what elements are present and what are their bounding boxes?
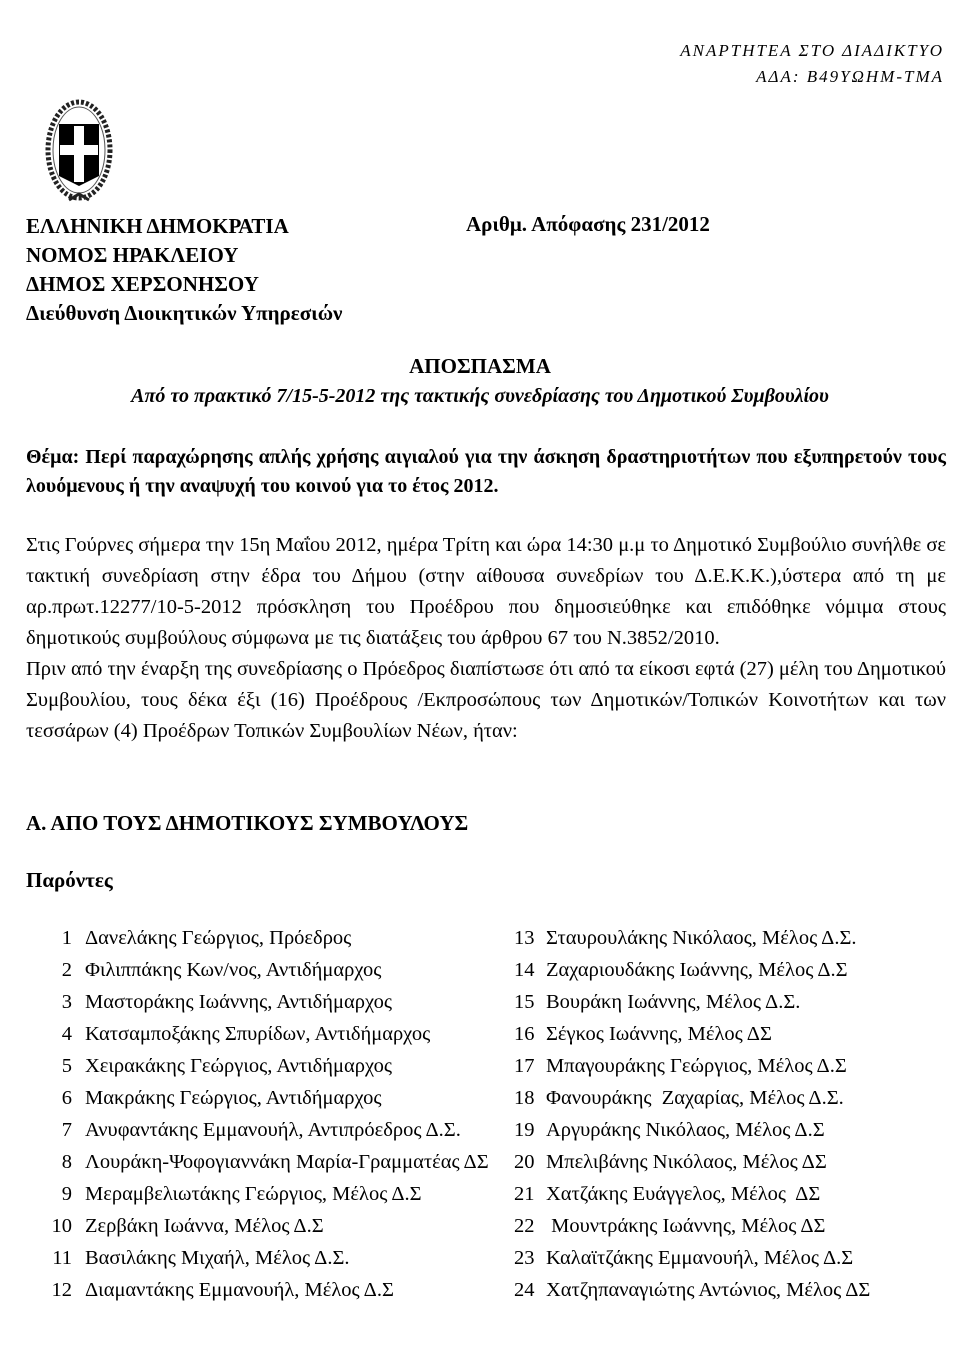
member-number: 4	[61, 1023, 72, 1045]
member-name: Φιλιππάκης Κων/νος, Αντιδήμαρχος	[85, 959, 382, 981]
member-number: 16	[514, 1023, 535, 1045]
member-number: 18	[514, 1087, 535, 1109]
member-row	[26, 1210, 489, 1242]
member-number: 7	[61, 1119, 72, 1141]
document-subtitle: Από το πρακτικό 7/15-5-2012 της τακτικής συνεδρίασης του Δημοτικού Συμβουλίου	[131, 385, 829, 407]
member-number: 22	[514, 1215, 535, 1237]
member-row	[26, 986, 489, 1018]
member-row	[26, 1018, 489, 1050]
member-number: 10	[51, 1215, 72, 1237]
decision-number: Αριθμ. Απόφασης 231/2012	[466, 212, 710, 236]
member-number: 19	[514, 1119, 535, 1141]
paragraph-quorum: Πριν από την έναρξη της συνεδρίασης ο Πρόεδρος διαπίστωσε ότι από τα είκοσι εφτά (27) μέλη του Δημοτικού Συμβουλίου, τους δέκα έξι (16) Προέδρους /Εκπροσώπους των Δημοτικών/Τοπικών Κοινοτήτων και των τεσσάρων (4) Προέδρων Τοπικών Συμβουλίων Νέων, ήταν:	[26, 658, 946, 742]
member-number: 20	[514, 1151, 535, 1173]
member-name: Χατζηπαναγιώτης Αντώνιος, Μέλος ΔΣ	[546, 1279, 871, 1301]
member-row	[514, 1178, 870, 1210]
member-row	[514, 1082, 870, 1114]
member-name: Μεραμβελιωτάκης Γεώργιος, Μέλος Δ.Σ	[85, 1183, 422, 1205]
member-name: Μαστοράκης Ιωάννης, Αντιδήμαρχος	[85, 991, 392, 1013]
member-number: 11	[52, 1247, 72, 1269]
member-row	[26, 1114, 489, 1146]
member-row	[26, 922, 489, 954]
member-name: Δανελάκης Γεώργιος, Πρόεδρος	[85, 927, 352, 949]
member-name: Κατσαμποξάκης Σπυρίδων, Αντιδήμαρχος	[85, 1023, 431, 1045]
member-row	[514, 1114, 870, 1146]
posting-notice: ΑΝΑΡΤΗΤΕΑ ΣΤΟ ΔΙΑΔΙΚΤΥΟ	[680, 41, 944, 60]
member-row	[514, 1274, 870, 1306]
body-text	[26, 530, 946, 747]
member-name: Λουράκη-Ψοφογιαννάκη Μαρία-Γραμματέας ΔΣ	[85, 1151, 489, 1173]
member-name: Βασιλάκης Μιχαήλ, Μέλος Δ.Σ.	[85, 1247, 350, 1269]
subject: Θέμα: Περί παραχώρησης απλής χρήσης αιγιαλού για την άσκηση δραστηριοτήτων που εξυπηρετούν τους λουόμενους ή την αναψυχή του κοινού για το έτος 2012.	[26, 446, 946, 497]
members-list-left	[26, 922, 489, 1306]
member-number: 24	[514, 1279, 535, 1301]
member-name: Μπελιβάνης Νικόλαος, Μέλος ΔΣ	[546, 1151, 827, 1173]
member-number: 6	[61, 1087, 72, 1109]
member-row	[26, 954, 489, 986]
posting-header	[680, 38, 944, 90]
member-number: 15	[514, 991, 535, 1013]
member-name: Χατζάκης Ευάγγελος, Μέλος ΔΣ	[546, 1183, 821, 1205]
member-name: Φανουράκης Ζαχαρίας, Μέλος Δ.Σ.	[546, 1087, 844, 1109]
organization-block	[26, 212, 342, 328]
member-name: Μουντράκης Ιωάννης, Μέλος ΔΣ	[546, 1215, 826, 1237]
member-name: Ζαχαριουδάκης Ιωάννης, Μέλος Δ.Σ	[546, 959, 848, 981]
member-number: 2	[61, 959, 72, 981]
member-row	[514, 954, 870, 986]
member-row	[26, 1178, 489, 1210]
member-name: Ζερβάκη Ιωάννα, Μέλος Δ.Σ	[85, 1215, 324, 1237]
member-name: Μπαγουράκης Γεώργιος, Μέλος Δ.Σ	[546, 1055, 847, 1077]
member-row	[514, 1050, 870, 1082]
org-municipality: ΔΗΜΟΣ ΧΕΡΣΟΝΗΣΟΥ	[26, 272, 259, 296]
org-country: ΕΛΛΗΝΙΚΗ ΔΗΜΟΚΡΑΤΙΑ	[26, 214, 289, 238]
member-number: 21	[514, 1183, 535, 1205]
member-name: Καλαϊτζάκης Εμμανουήλ, Μέλος Δ.Σ	[546, 1247, 854, 1269]
member-number: 17	[514, 1055, 535, 1077]
member-name: Διαμαντάκης Εμμανουήλ, Μέλος Δ.Σ	[85, 1279, 394, 1301]
member-row	[514, 986, 870, 1018]
member-name: Αργυράκης Νικόλαος, Μέλος Δ.Σ	[546, 1119, 825, 1141]
member-row	[514, 922, 870, 954]
member-row	[514, 1146, 870, 1178]
member-number: 12	[51, 1279, 72, 1301]
members-list-right	[514, 922, 870, 1306]
member-name: Χειρακάκης Γεώργιος, Αντιδήμαρχος	[85, 1055, 392, 1077]
member-row	[514, 1242, 870, 1274]
org-prefecture: ΝΟΜΟΣ ΗΡΑΚΛΕΙΟΥ	[26, 243, 239, 267]
org-department: Διεύθυνση Διοικητικών Υπηρεσιών	[26, 301, 343, 325]
member-name: Σέγκος Ιωάννης, Μέλος ΔΣ	[546, 1023, 772, 1045]
member-number: 14	[514, 959, 535, 981]
coat-of-arms-icon	[44, 98, 114, 208]
member-row	[26, 1146, 489, 1178]
ada-code: ΑΔΑ: Β49ΥΩΗΜ-ΤΜΑ	[756, 67, 944, 86]
present-label: Παρόντες	[26, 868, 113, 892]
member-row	[514, 1210, 870, 1242]
paragraph-meeting: Στις Γούρνες σήμερα την 15η Μαΐου 2012, ημέρα Τρίτη και ώρα 14:30 μ.μ το Δημοτικό Συμβούλιο συνήλθε σε τακτική συνεδρίαση στην έδρα του Δήμου (στην αίθουσα συνεδρίων του Δ.Ε.Κ.Κ.),ύστερα από τη με αρ.πρωτ.12277/10-5-2012 πρόσκληση του Προέδρου που δημοσιεύθηκε και επιδόθηκε νόμιμα στους δημοτικούς συμβούλους σύμφωνα με τις διατάξεις του άρθρου 67 του Ν.3852/2010.	[26, 534, 946, 649]
member-name: Βουράκη Ιωάννης, Μέλος Δ.Σ.	[546, 991, 801, 1013]
member-row	[26, 1274, 489, 1306]
member-number: 9	[61, 1183, 72, 1205]
member-number: 1	[61, 927, 72, 949]
section-heading: Α. ΑΠΟ ΤΟΥΣ ΔΗΜΟΤΙΚΟΥΣ ΣΥΜΒΟΥΛΟΥΣ	[26, 811, 469, 835]
member-number: 23	[514, 1247, 535, 1269]
member-name: Ανυφαντάκης Εμμανουήλ, Αντιπρόεδρος Δ.Σ.	[85, 1119, 461, 1141]
member-number: 8	[61, 1151, 72, 1173]
member-number: 3	[61, 991, 72, 1013]
member-row	[514, 1018, 870, 1050]
member-number: 5	[61, 1055, 72, 1077]
member-row	[26, 1082, 489, 1114]
member-number: 13	[514, 927, 535, 949]
member-row	[26, 1242, 489, 1274]
document-title: ΑΠΟΣΠΑΣΜΑ	[409, 354, 551, 378]
member-name: Σταυρουλάκης Νικόλαος, Μέλος Δ.Σ.	[546, 927, 857, 949]
member-row	[26, 1050, 489, 1082]
member-name: Μακράκης Γεώργιος, Αντιδήμαρχος	[85, 1087, 382, 1109]
